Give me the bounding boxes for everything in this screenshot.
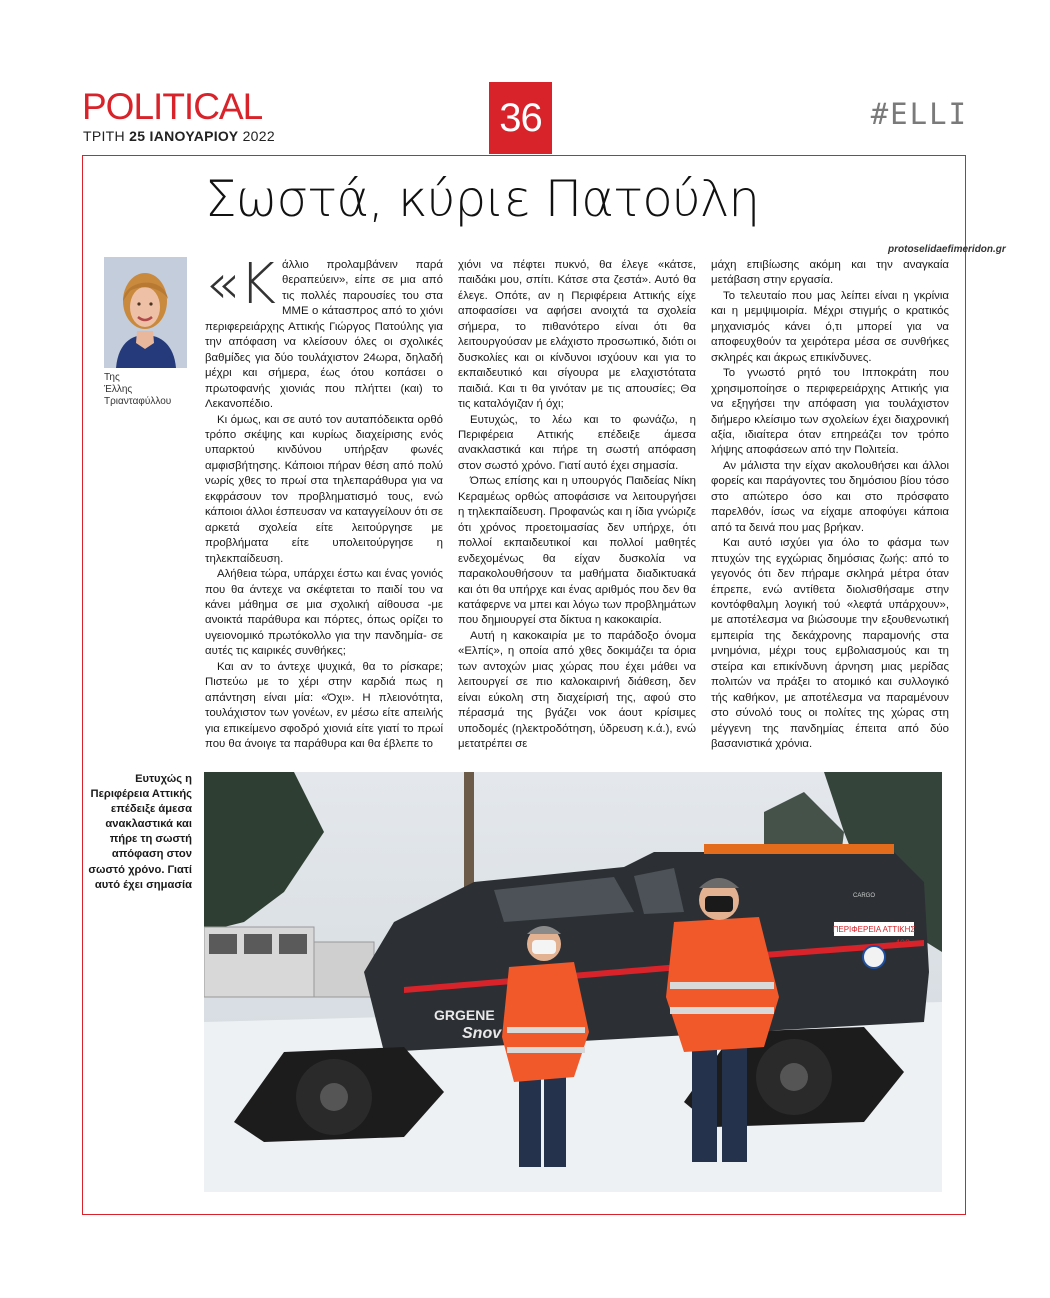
byline xyxy=(104,372,190,408)
byline-prefix: Της xyxy=(104,372,120,383)
paragraph: χιόνι να πέφτει πυκνό, θα έλεγε «κάτσε, παιδάκι μου, σπίτι. Κάτσε στα ζεστά». Αυτό θα έλεγε. Οπότε, αν η Περιφέρεια Αττικής είχε αποφασίσει να αφήσει ανοιχτά τα σχολεία σήμερα, το πιθανότερο είναι ότι θα λειτουργούσαν με ελάχιστο προσωπικό, διότι οι δυσκολίες και οι κίνδυνοι ισχύουν και για το εκπαιδευτικό και σίγουρα με ελαχιστότατα παιδιά. Και τι θα γινόταν με τις απουσίες; Θα τις καταλόγιζαν ή όχι; xyxy=(458,259,696,411)
date-mid: 25 ΙΑΝΟΥΑΡΙΟΥ xyxy=(129,128,239,144)
paragraph: Αν μάλιστα την είχαν ακολουθήσει και άλλοι φορείς και παράγοντες του δημόσιου βίου τόσο στο απώτερο όσο και στο πρόσφατο παρελθόν, ίσως να είχαμε αποφύγει κάποια από τα δεινά που μας βρήκαν. xyxy=(711,459,949,534)
truck-badge: CARGO xyxy=(852,893,876,899)
article-title: Σωστά, κύριε Πατούλη xyxy=(204,170,760,228)
paragraph: Το γνωστό ρητό του Ιπποκράτη που χρησιμοποίησε ο περιφερειάρχης Αττικής για να εξηγήσει την απόφαση για τουλάχιστον διήμερο κλείσιμο των σχολείων έχει διαχρονική αξία, ιδιαίτερα όταν επηρεάζει τον τρόπο λήψης αποφάσεων από την Πολιτεία. xyxy=(711,367,949,457)
section-brand: POLITICAL xyxy=(82,86,263,127)
paragraph: Κι όμως, και σε αυτό τον αυταπόδεικτα ορθό τρόπο σκέψης και κυρίως διαχείρισης ενός υπαρκτού κινδύνου υπήρξαν φωνές αμφισβήτησης. Κάποιοι πήραν θέση από πολύ νωρίς χθες το πρωί στα τηλεπαράθυρα για να εκφράσουν τον προβληματισμό τους, ενώ κάποιοι άλλοι έσπευσαν να καταγγείλουν ότι σε αρκετά σχολεία είτε λειτούργησε με προβλήματα είτε υπολειτούργησε η τηλεκπαίδευση. xyxy=(205,413,443,565)
paragraph: Αλήθεια τώρα, υπάρχει έστω και ένας γονιός που θα άντεχε να σκέφτεται το παιδί του να κάνει μάθημα σε μια σχολική αίθουσα -με ανοικτά παράθυρα και πόρτες, όπως ορίζει το υγειονομικό πρωτόκολλο για την πανδημία- σε αυτές τις καιρικές συνθήκες; xyxy=(205,568,443,658)
paragraph: Ευτυχώς, το λέω και το φωνάζω, η Περιφέρεια Αττικής επέδειξε άμεσα ανακλαστικά και πήρε τη σωστή απόφαση στον σωστό χρόνο. Γιατί αυτό έχει σημασία. xyxy=(458,413,696,472)
truck-model: Snov xyxy=(462,1025,502,1042)
paragraph: Αυτή η κακοκαιρία με το παράδοξο όνομα «Ελπίς», η οποία από χθες δοκιμάζει τα όρια των αντοχών μιας χώρας που έχει μάθει να λειτουργεί σε πιο καλοκαιρινή διάθεση, δεν είναι εύκολη στη διαχείρισή της, αφού στο πέρασμά της βγάζει νοκ άουτ κρίσιμες υποδομές (ηλεκτροδότηση, ύδρευση κ.ά.), ενώ μετατρέπει σε xyxy=(458,629,696,751)
pull-quote: Ευτυχώς η Περιφέρεια Αττικής επέδειξε άμεσα ανακλαστικά και πήρε τη σωστή απόφαση στον σωστό χρόνο. Γιατί αυτό έχει σημασία xyxy=(88,773,192,891)
column-hashtag: #ELLI xyxy=(870,97,968,131)
byline-first-name: Έλλης xyxy=(104,384,133,395)
issue-date xyxy=(83,128,275,144)
paragraph: Το τελευταίο που μας λείπει είναι η γκρίνια και η μεμψιμοιρία. Μέχρι στιγμής ο κρατικός μηχανισμός κάνει ό,τι μπορεί για να αποφευχθούν τα χειρότερα μέσα σε συνθήκες σκληρές και άκρως επικίνδυνες. xyxy=(711,289,949,364)
paragraph: Όπως επίσης και η υπουργός Παιδείας Νίκη Κεραμέως ορθώς αποφάσισε να λειτουργήσει η τηλεκπαίδευση. Προφανώς και η ίδια γνώριζε ότι χρόνος προετοιμασίας δεν υπήρχε, ότι πολλοί εκπαιδευτικοί και πολλοί μαθητές ενδεχομένως θα είχαν δυσκολία να παρακολουθήσουν τα μαθήματα διαδικτυακά και ότι θα υπήρχε και ένας αριθμός που δεν θα κατάφερνε να μπει και λόγω των προβλημάτων που δημιουργεί στα δίκτυα η κακοκαιρία. xyxy=(458,475,696,627)
byline-surname: Τριανταφύλλου xyxy=(104,396,172,407)
date-year: 2022 xyxy=(242,128,275,144)
article-photo xyxy=(204,772,942,1192)
paragraph: μάχη επιβίωσης ακόμη και την αναγκαία μετάβαση στην εργασία. xyxy=(711,259,949,287)
truck-code: 402 xyxy=(894,938,910,948)
paragraph: «Κ άλλιο προλαμβάνειν παρά θεραπεύειν», είπε σε μια από τις πολλές παρουσίες του στα ΜΜΕ ο κάτασπρος από το χιόνι περιφερειάρχης Αττικής Γιώργος Πατούλης για την απόφαση να κλείσουν όλες οι σχολικές βαθμίδες για δύο τουλάχιστον 24ωρα, δηλαδή μέχρι και σήμερα, έως ότου κοπάσει ο πρωτοφανής χιονιάς που πλήττει (και) το Λεκανοπέδιο. xyxy=(205,252,443,411)
truck-plate: ΠΕΡΙΦΕΡΕΙΑ ΑΤΤΙΚΗΣ xyxy=(832,925,916,934)
paragraph: Και αυτό ισχύει για όλο το φάσμα των πτυχών της εγχώριας δημόσιας ζωής: από το γεγονός ότι δεν πήραμε σκληρά μέτρα όταν έπρεπε, ενώ αντίθετα διολισθήσαμε στην κοντόφθαλμη λογική τού «λεφτά υπάρχουν», με αποτέλεσμα να βιώσουμε την εξουθενωτική εμπειρία της δεκάχρονης παραμονής στα μνημόνια, μέχρι τους εμβολιασμούς και τη στείρα και επικίνδυνη άρνηση μιας μερίδας πολιτών να πράξει το ατομικό και συλλογικό τής καθήκον, με αποτέλεσμα να παραμένουν στο σύνολό τους οι πολίτες της χώρας στη μέγγενη της πανδημίας έπειτα από δύο βασανιστικά χρόνια. xyxy=(711,537,949,751)
author-photo xyxy=(104,257,187,368)
article-column-3 xyxy=(711,258,949,753)
article-column-1 xyxy=(205,252,443,753)
article-column-2 xyxy=(458,258,696,753)
paragraph: Και αν το άντεχε ψυχικά, θα το ρίσκαρε; Πιστεύω με το χέρι στην καρδιά πως η απάντηση είναι μία: «Όχι». Η πλειονότητα, τουλάχιστον των γονέων, εν μέσω είτε απειλής για επικείμενο σφοδρό χιονιά είτε γιατί το πρωί που θα άνοιγε τα παράθυρα και θα έβλεπε το xyxy=(205,660,443,751)
page-number: 36 xyxy=(489,82,552,154)
truck-brand: GRGENE xyxy=(434,1007,495,1023)
watermark: protoselidaefimeridon.gr xyxy=(888,244,1006,255)
date-day: ΤΡΙΤΗ xyxy=(83,128,125,144)
dropcap: «Κ xyxy=(205,252,276,317)
